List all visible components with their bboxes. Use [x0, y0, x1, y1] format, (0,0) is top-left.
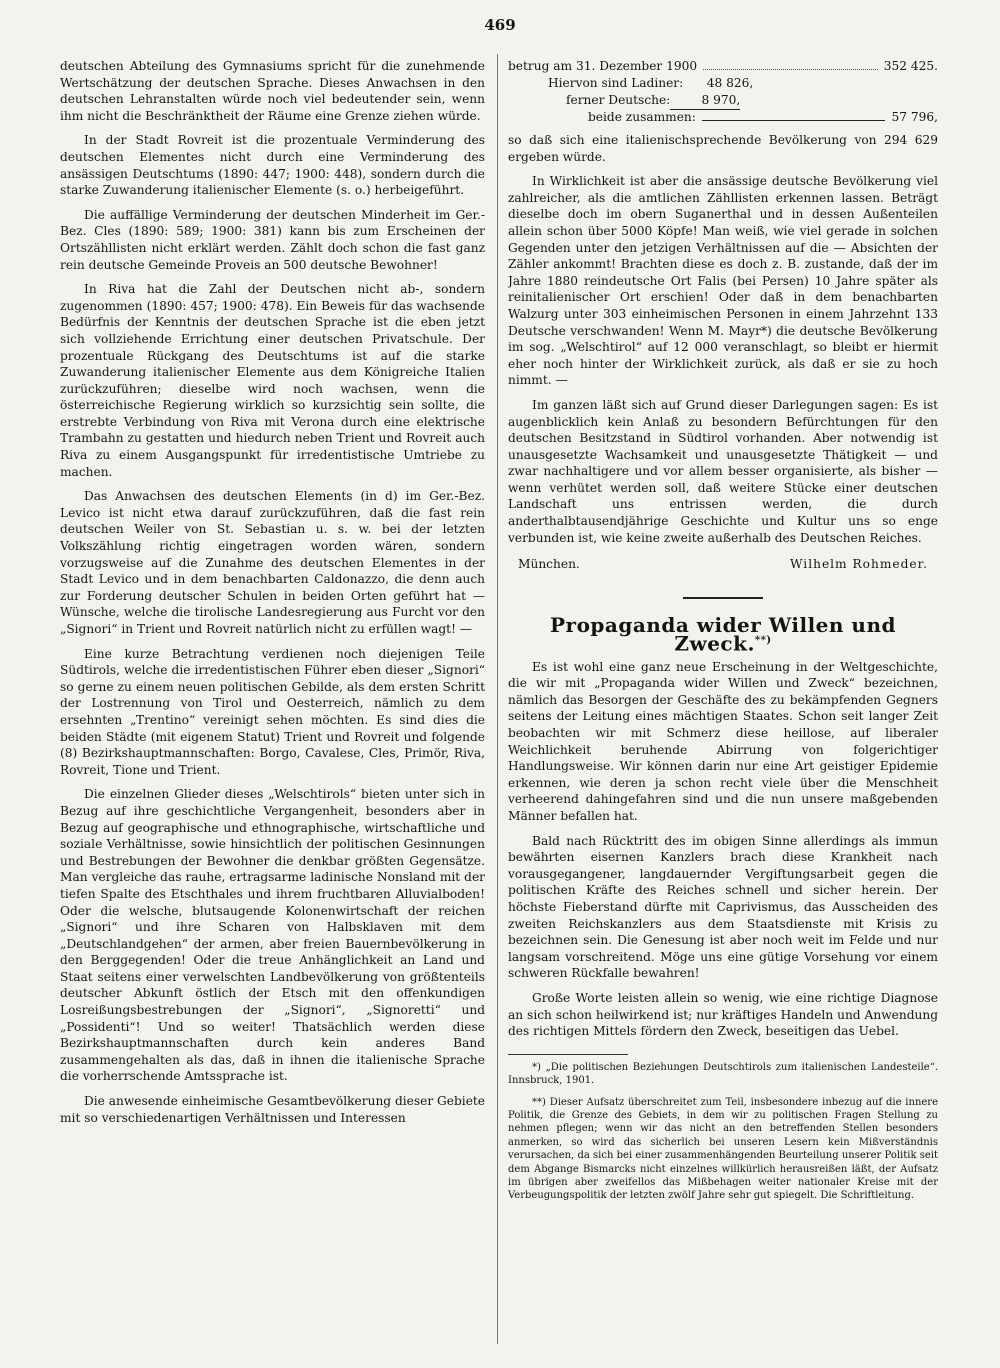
paragraph: Das Anwachsen des deutschen Elements (in d) im Ger.-Bez. Levico ist nicht etwa darauf zurückzuführen, daß die fast rein deutschen Weiler von St. Sebastian u. s. w. bei der letzten Volkszählung richtig eingetragen worden wären, sondern vorzugsweise auf die Zunahme des deutschen Elementes in der Stadt Levico und in dem benachbarten Caldonazzo, die denn auch zur Forderung deutscher Schulen in beiden Orten geführt hat — Wünsche, welche die tirolische Landesregierung aus Furcht vor den „Signori“ in Trient und Rovreit natürlich nicht zu erfüllen wagt! —	[60, 489, 485, 636]
table-label: Hiervon sind Ladiner:	[548, 76, 684, 90]
paragraph: Große Worte leisten allein so wenig, wie eine richtige Diagnose an sich schon heilwirkend ist; nur kräftiges Handeln und Anwendung des richtigen Mittels fördern den Zweck, beseitigen das Uebel.	[508, 990, 938, 1039]
paragraph: Es ist wohl eine ganz neue Erscheinung in der Weltgeschichte, die wir mit „Propaganda wider Willen und Zweck“ bezeichnen, nämlich das Besorgen der Geschäfte des zu bekämpfenden Gegners seitens der Leitung eines mächtigen Staates. Schon seit langer Zeit beobachten wir mit Schmerz diese heillose, auf liberaler Weichlichkeit beruhende Abirrung von folgerichtiger Handlungsweise. Wir können darin nur eine Art geistiger Epidemie erkennen, wie deren ja schon recht viele über die Menschheit verheerend dahingefahren sind und die nun unsere maßgebenden Männer befallen hat.	[508, 659, 938, 824]
paragraph: deutschen Abteilung des Gymnasiums spricht für die zunehmende Wertschätzung der deutschen Sprache. Dieses Anwachsen in den deutschen Lehranstalten würde noch viel bedeutender sein, wenn ihm nicht die Beschränktheit der Räume eine Grenze ziehen würde.	[60, 59, 485, 123]
paragraph: Eine kurze Betrachtung verdienen noch diejenigen Teile Südtirols, welche die irredentistischen Führer eben dieser „Signori“ so gerne zu einem neuen politischen Gebilde, als dem ersten Schritt der Lostrennung von Tirol und Oesterreich, nämlich zu dem ersehnten „Trentino“ vereinigt sehen möchten. Es sind dies die beiden Städte (mit eigenem Statut) Trient und Rovreit und folgende (8) Bezirkshauptmannschaften: Borgo, Cavalese, Cles, Primör, Riva, Rovreit, Tione und Trient.	[60, 646, 485, 777]
table-row	[508, 92, 938, 109]
signature	[508, 556, 938, 573]
paragraph: so daß sich eine italienischsprechende Bevölkerung von 294 629 ergeben würde.	[508, 133, 938, 164]
paragraph: Bald nach Rücktritt des im obigen Sinne allerdings als immun bewährten eisernen Kanzlers brach diese Krankheit nach vorausgegangener, langdauernder Vergiftungsarbeit gegen die politischen Kräfte des Reiches schnell und sicher herein. Der höchste Fieberstand dürfte mit Caprivismus, das Ausscheiden des zweiten Reichskanzlers aus dem Staatsdienste mit Krisis zu bezeichnen sein. Die Genesung ist aber noch weit im Felde und nur langsam vorschreitend. Möge uns eine gütige Vorsehung vor einem schweren Rückfalle bewahren!	[508, 833, 938, 981]
article-title-text: Propaganda wider Willen und Zweck.	[550, 612, 896, 657]
table-label: betrug am 31. Dezember 1900	[508, 59, 698, 73]
paragraph: In Wirklichkeit ist aber die ansässige deutsche Bevölkerung viel zahlreicher, als die amtlichen Zähllisten erkennen lassen. Beträgt dieselbe doch im obern Suganerthal und in dessen Außenteilen allein schon über 5000 Köpfe! Man weiß, wie viel gerade in solchen Gegenden unter den jetzigen Verhältnissen auf die — Absichten der Zähler ankommt! Brachten diese es doch z. B. zustande, daß der im Jahre 1880 reindeutsche Ort Falis (bei Persen) 10 Jahre später als reinitalienischer Ort erschien! Oder daß in dem benachbarten Walzurg unter 303 einheimischen Personen in einem Jahrzehnt 133 Deutsche verschwanden! Wenn M. Mayr*) die deutsche Bevölkerung im sog. „Welschtirol“ auf 12 000 veranschlagt, so bleibt er hiermit eher noch hinter der Wirklichkeit zurück, als daß er sie zu hoch nimmt. —	[508, 174, 938, 388]
table-row	[508, 58, 938, 75]
table-row	[508, 75, 938, 92]
paragraph: Die auffällige Verminderung der deutschen Minderheit im Ger.-Bez. Cles (1890: 589; 1900: 381) kann bis zum Erscheinen der Ortszähllisten nicht erklärt werden. Zählt doch schon die fast ganz rein deutsche Gemeinde Proveis an 500 deutsche Bewohner!	[60, 207, 485, 272]
signature-place: München.	[518, 557, 580, 572]
paragraph: Im ganzen läßt sich auf Grund dieser Darlegungen sagen: Es ist augenblicklich kein Anlaß zu besondern Befürchtungen für den deutschen Besitzstand in Südtirol vorhanden. Aber notwendig ist unausgesetzte Wachsamkeit und unausgesetzte Thätigkeit — und zwar nachhaltigere und vor allem besser organisierte, als bisher — wenn verhütet werden soll, daß weitere Stücke einer deutschen Landschaft uns entrissen werden, die durch anderthalbtausendjährige Geschichte und Kultur uns so enge verbunden ist, wie keine zweite außerhalb des Deutschen Reiches.	[508, 397, 938, 545]
table-value: 8 970,	[670, 92, 740, 110]
right-column	[508, 58, 938, 1348]
footnote: *) „Die politischen Beziehungen Deutschtirols zum italienischen Landesteile“. Innsbruck, 1901.	[508, 1061, 938, 1087]
article-title	[508, 612, 938, 657]
section-separator	[683, 597, 763, 599]
footnote-mark: **)	[754, 635, 772, 647]
table-row	[508, 109, 938, 126]
table-label: beide zusammen:	[588, 110, 696, 124]
column-divider	[497, 54, 498, 1344]
signature-name: Wilhelm Rohmeder.	[789, 557, 928, 572]
leader-line	[702, 110, 886, 121]
paragraph: Die anwesende einheimische Gesamtbevölkerung dieser Gebiete mit so verschiedenartigen Verhältnissen und Interessen	[60, 1094, 485, 1125]
paragraph: In Riva hat die Zahl der Deutschen nicht ab-, sondern zugenommen (1890: 457; 1900: 478). Ein Beweis für das wachsende Bedürfnis der Kenntnis der deutschen Sprache ist die eben jetzt sich vollziehende Errichtung einer deutschen Privatschule. Der prozentuale Rückgang des Deutschtums ist auf die starke Zuwanderung italienischer Elemente aus dem Königreiche Italien zurückzuführen; dieselbe wird noch wachsen, wenn die österreichische Regierung wirklich so kurzsichtig sein sollte, die erstrebte Verbindung von Riva mit Verona durch eine elektrische Trambahn zu gestatten und hiedurch neben Trient und Rovreit auch Riva zu einem Ausgangspunkt für irredentistische Umtriebe zu machen.	[60, 282, 485, 479]
page-number: 469	[484, 16, 516, 34]
table-value: 352 425.	[883, 59, 938, 73]
paragraph: In der Stadt Rovreit ist die prozentuale Verminderung des deutschen Elementes nicht durch eine Verminderung des ansässigen Deutschtums (1890: 447; 1900: 448), sondern durch die starke Zuwanderung italienischer Elemente (s. o.) herbeigeführt.	[60, 133, 485, 198]
footnote-rule	[508, 1054, 628, 1055]
table-value: 57 796,	[891, 110, 938, 124]
leader-dots	[703, 59, 878, 70]
table-value: 48 826,	[706, 76, 754, 90]
population-table	[508, 58, 938, 126]
footnote: **) Dieser Aufsatz überschreitet zum Teil, insbesondere inbezug auf die innere Politik, die Grenze des Gebiets, in dem wir zu politischen Fragen Stellung zu nehmen pflegen; wenn wir das nicht an den betreffenden Stellen besonders anmerken, so wird das sicherlich bei unseren Lesern kein Mißverständnis verursachen, da sich bei einer zusammenhängenden Beurteilung unserer Politik seit dem Abgange Bismarcks nicht einzelnes willkürlich herausreißen läßt, der Aufsatz im übrigen aber zweifellos das Mißbehagen weiter nationaler Kreise mit der Verbeugungspolitik der letzten zwölf Jahre sehr gut spiegelt. Die Schriftleitung.	[508, 1096, 938, 1202]
table-label: ferner Deutsche:	[566, 93, 671, 107]
paragraph: Die einzelnen Glieder dieses „Welschtirols“ bieten unter sich in Bezug auf ihre geschichtliche Vergangenheit, besonders aber in Bezug auf geographische und ethnographische, wirtschaftliche und soziale Verhältnisse, sowie hinsichtlich der politischen Gesinnungen und Bestrebungen der Bewohner die denkbar größten Gegensätze. Man vergleiche das rauhe, ertragsarme ladinische Nonsland mit der tiefen Spalte des Etschthales und ihrem fruchtbaren Alluvialboden! Oder die welsche, blutsaugende Kolonenwirtschaft der reichen „Signori“ und ihre Scharen von Halbsklaven mit dem „Deutschlandgehen“ der armen, aber freien Bauernbevölkerung in den Berggegenden! Oder die treue Anhänglichkeit an Land und Staat seitens einer verwelschten Landbevölkerung von größtenteils deutscher Abkunft östlich der Etsch mit den offenkundigen Losreißungsbestrebungen der „Signori“, „Signoretti“ und „Possidenti“! Und so weiter! Thatsächlich werden diese Bezirkshauptmannschaften durch kein anderes Band zusammengehalten als das, daß in ihnen die italienische Sprache die vorherrschende Amtssprache ist.	[60, 787, 485, 1084]
left-column	[60, 58, 485, 1348]
